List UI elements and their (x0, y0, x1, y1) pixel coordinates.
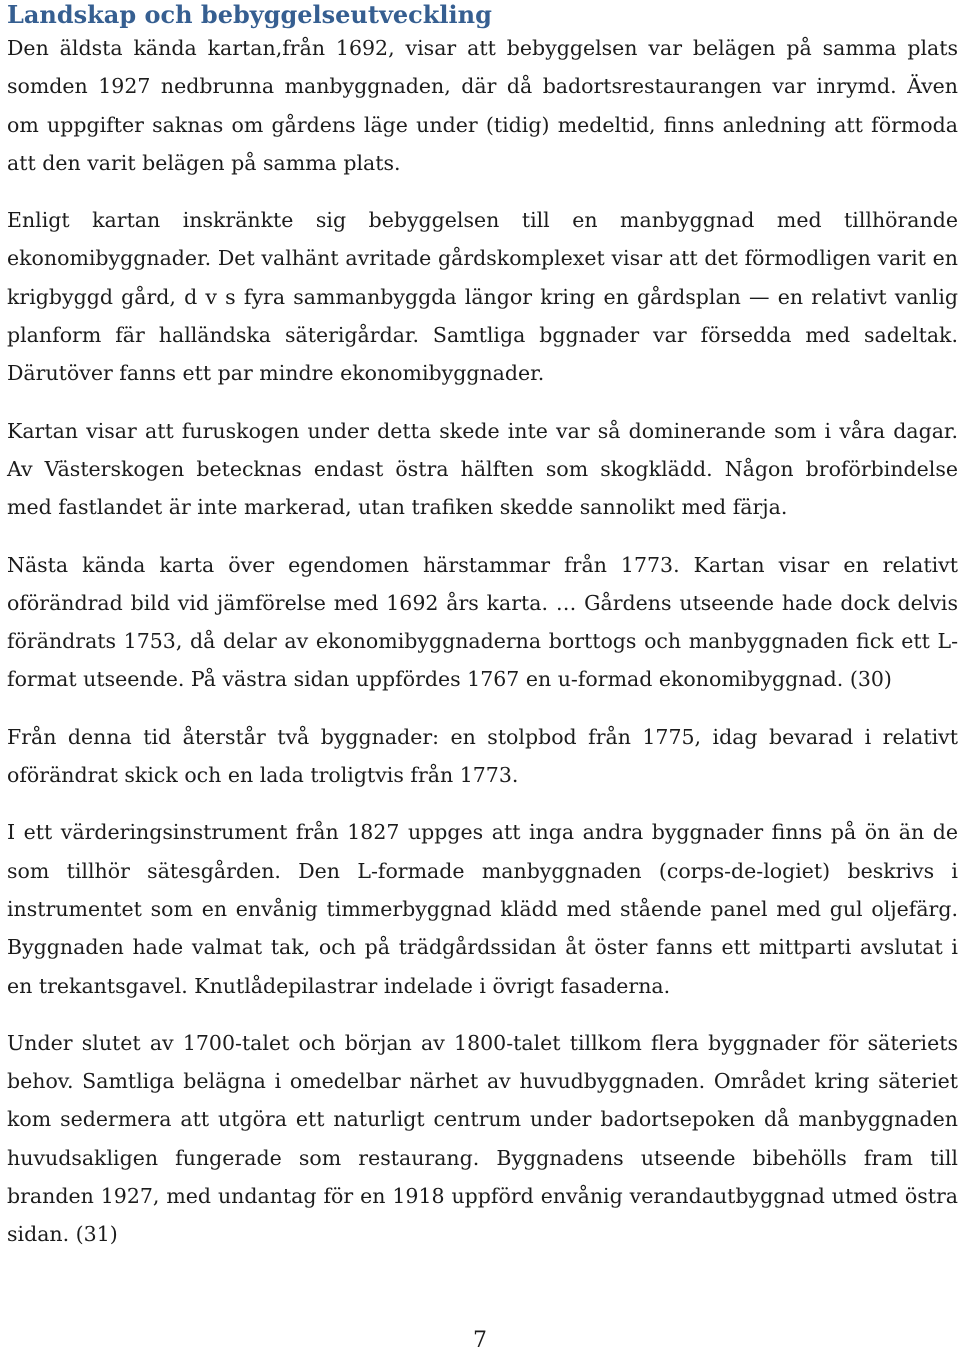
paragraph-gap (7, 794, 958, 813)
page-number: 7 (473, 1328, 487, 1353)
paragraph-gap (7, 1005, 958, 1024)
paragraph-gap (7, 182, 958, 201)
paragraph-late-1700s: Under slutet av 1700-talet och början av 1800-talet tillkom flera byggnader för säteriets behov. Samtliga belägna i omedelbar närhet av huvudbyggnaden. Området kring säteriet kom sedermera att utgöra ett naturligt centrum under badortsepoken då manbyggnaden huvudsakligen fungerade som restaurang. Byggnadens utseende bibehölls fram till branden 1927, med undantag för en 1918 uppförd envånig verandautbyggnad utmed östra sidan. (31) (7, 1030, 958, 1247)
paragraph-gap (7, 393, 958, 412)
paragraph-valuation-1827: I ett värderingsinstrument från 1827 uppges att inga andra byggnader finns på ön än de som tillhör sätesgården. Den L-formade manbyggnaden (corps-de-logiet) beskrivs i instrumentet som en envånig timmerbyggnad klädd med stående panel med gul oljefärg. Byggnaden hade valmat tak, och på trädgårdssidan åt öster fanns ett mittparti avslutat i en trekantsgavel. Knutlådepilastrar indelade i övrigt fasaderna. (7, 820, 958, 998)
paragraph-gap (7, 699, 958, 718)
paragraph-gap (7, 527, 958, 546)
section-heading: Landskap och bebyggelseutveckling (7, 0, 492, 29)
paragraph-oldest-map: Den äldsta kända kartan,från 1692, visar att bebyggelsen var belägen på samma plats somden 1927 nedbrunna manbyggnaden, där då badortsrestaurangen var inrymd. Även om uppgifter saknas om gårdens läge under (tidig) medeltid, finns anledning att förmoda att den varit belägen på samma plats. (7, 36, 958, 175)
paragraph-1773-map: Nästa kända karta över egendomen härstammar från 1773. Kartan visar en relativt oförändrad bild vid jämförelse med 1692 års karta. … Gårdens utseende hade dock delvis förändrats 1753, då delar av ekonomibyggnaderna borttogs och manbyggnaden fick ett L-format utseende. På västra sidan uppfördes 1767 en u-formad ekonomibyggnad. (30) (7, 552, 958, 692)
paragraph-pine-forest: Kartan visar att furuskogen under detta skede inte var så dominerande som i våra dagar. Av Västerskogen betecknas endast östra hälften som skogklädd. Någon broförbindelse med fastlandet är inte markerad, utan trafiken skedde sannolikt med färja. (7, 418, 958, 520)
paragraph-remaining-buildings: Från denna tid återstår två byggnader: en stolpbod från 1775, idag bevarad i relativt oförändrat skick och en lada troligtvis från 1773. (7, 724, 958, 788)
paragraph-map-buildings: Enligt kartan inskränkte sig bebyggelsen till en manbyggnad med tillhörande ekonomibyggnader. Det valhänt avritade gårdskomplexet visar att det förmodligen varit en krigbyggd gård, d v s fyra sammanbyggda längor kring en gårdsplan — en relativt vanlig planform fär halländska säterigårdar. Samtliga bggnader var försedda med sadeltak. Därutöver fanns ett par mindre ekonomibyggnader. (7, 208, 958, 386)
